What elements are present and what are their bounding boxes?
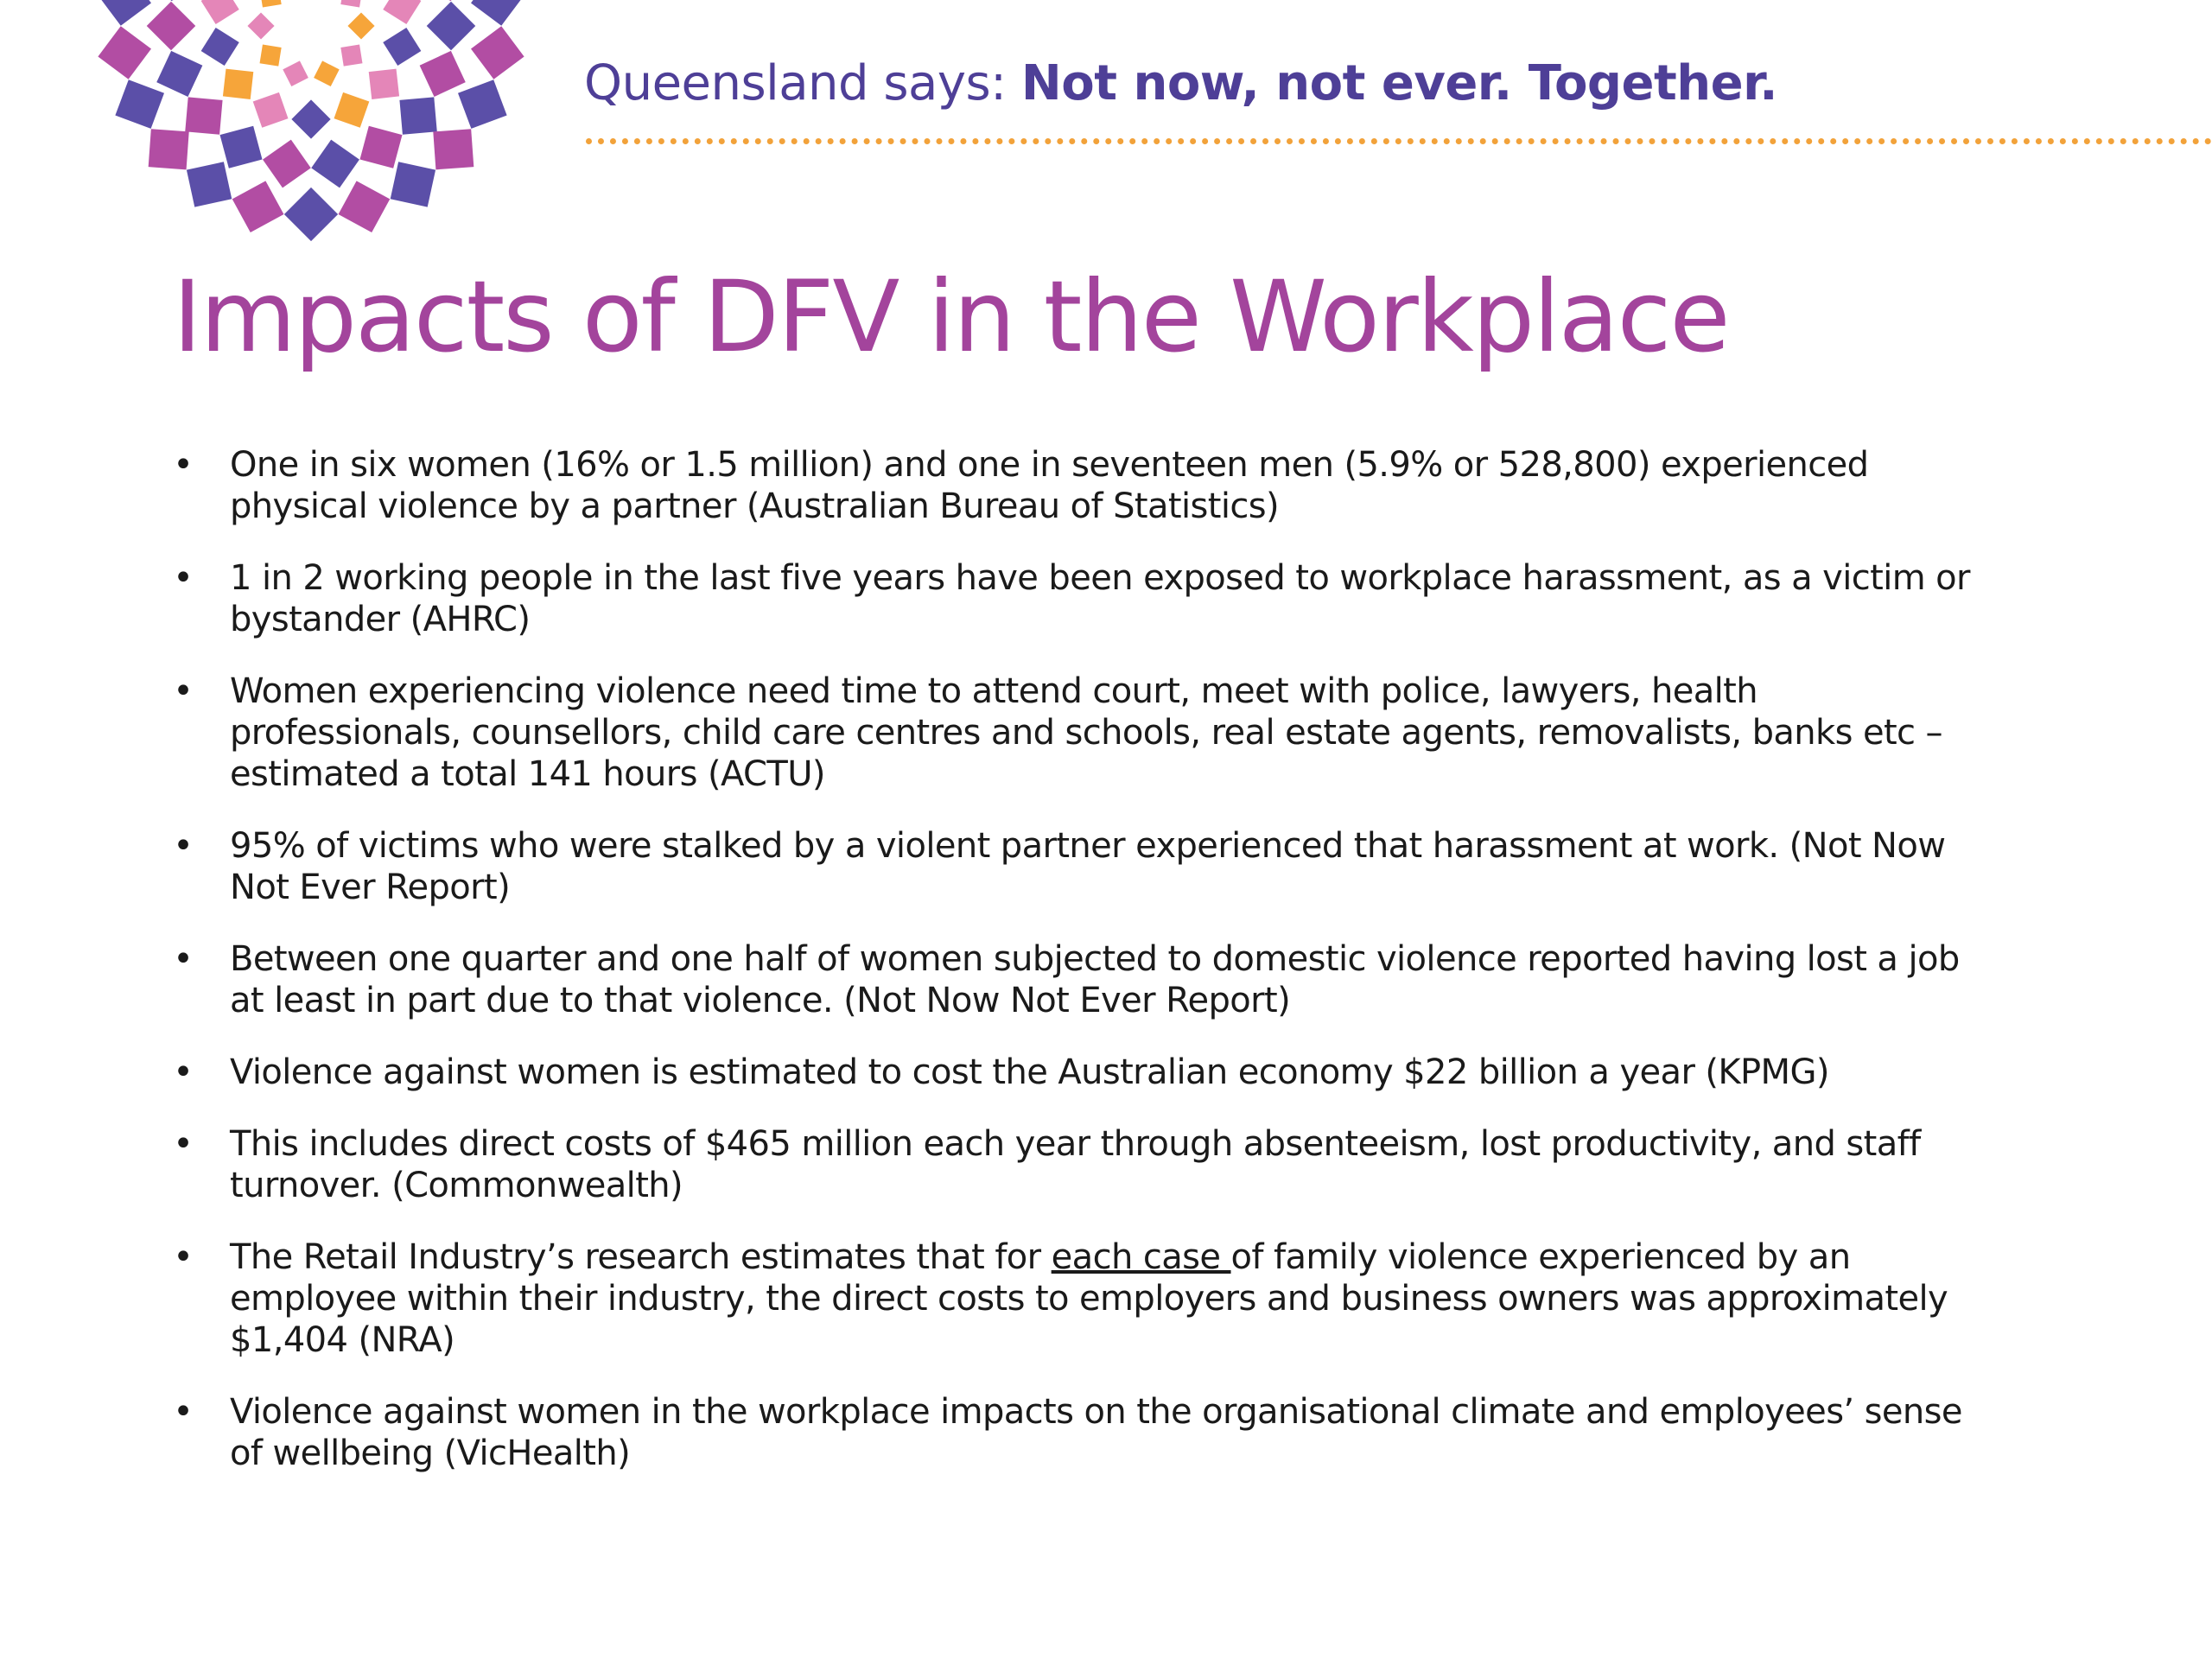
bullet-glyph: • [173,939,194,979]
bullet-line: One in six women (16% or 1.5 million) and one in seventeen men (5.9% or 528,800) experienced [230,445,1869,485]
logo-tile [391,162,435,207]
bullet-glyph: • [173,558,194,598]
bullet-line: 95% of victims who were stalked by a violent partner experienced that harassment at work. (Not Now [230,826,1946,866]
bullet-line [230,1236,2074,1278]
tagline-emphasis: Not now, not ever. Together. [1020,55,1778,111]
slide-title: Impacts of DFV in the Workplace [173,259,1729,374]
logo-tile [433,129,474,169]
bullet-item [173,938,2074,1021]
logo-tile [115,79,164,129]
impact-bullet-list [173,444,2074,1504]
logo-tile [311,140,359,188]
logo-tile [283,60,308,86]
bullet-text: of family violence experienced by an [1230,1237,1851,1277]
bullet-line: of wellbeing (VicHealth) [230,1433,631,1473]
bullet-line: Violence against women in the workplace impacts on the organisational climate and employees’ sense [230,1392,1962,1432]
logo-tile [220,126,263,168]
underlined-phrase: each case [1051,1237,1231,1277]
bullet-line: Women experiencing violence need time to attend court, meet with police, lawyers, health [230,671,1758,711]
logo-tile [427,2,476,51]
logo-tile [156,0,202,1]
logo-tile [185,97,222,134]
bullet-glyph: • [173,445,194,485]
bullet-line: at least in part due to that violence. (Not Now Not Ever Report) [230,981,1291,1020]
bullet-item [173,825,2074,908]
bullet-glyph: • [173,1392,194,1432]
logo-tiles [98,0,524,241]
campaign-tagline [584,55,1777,111]
bullet-line: Violence against women is estimated to cost the Australian economy $22 billion a year (KPMG) [230,1052,1829,1092]
logo-tile [156,51,202,97]
logo-tile [420,0,466,1]
logo-tile [98,0,151,26]
bullet-item [173,1123,2074,1206]
bullet-line: employee within their industry, the direct costs to employers and business owners was approximately [230,1279,1948,1319]
logo-tile [260,45,282,67]
logo-tile [314,60,340,86]
bullet-line: estimated a total 141 hours (ACTU) [230,754,825,794]
bullet-line: 1 in 2 working people in the last five years have been exposed to workplace harassment, as a victim or [230,558,1970,598]
tagline-prefix: Queensland says: [584,55,1007,111]
bullet-glyph: • [173,671,194,711]
logo-tile [263,140,311,188]
logo-tile [360,126,403,168]
bullet-line: This includes direct costs of $465 million each year through absenteeism, lost productivity, and staff [230,1124,1921,1164]
bullet-line: bystander (AHRC) [230,600,531,639]
bullet-item [173,1236,2074,1361]
logo-tile [291,99,330,138]
logo-tile [232,181,284,232]
logo-tile [383,28,421,66]
logo-tile [334,92,370,128]
bullet-item [173,1052,2074,1093]
bullet-glyph: • [173,826,194,866]
logo-tile [201,28,239,66]
logo-tile [98,26,151,79]
bullet-line: turnover. (Commonwealth) [230,1166,683,1205]
bullet-item [173,557,2074,640]
logo-tile [201,0,239,24]
logo-tile [253,92,289,128]
bullet-item [173,1391,2074,1474]
logo-tile [399,97,436,134]
bullet-glyph: • [173,1124,194,1164]
logo-tile [340,0,362,7]
logo-tile [458,79,507,129]
header-dotted-divider [586,138,2212,144]
logo-tile [340,45,362,67]
logo-tile [149,129,189,169]
logo-tile [284,188,338,241]
queensland-burst-logo [52,0,570,242]
logo-tile [339,181,391,232]
bullet-text: The Retail Industry’s research estimates that for [230,1237,1052,1277]
logo-tile [471,0,524,26]
bullet-line: professionals, counsellors, child care centres and schools, real estate agents, removalists, banks etc – [230,713,1942,753]
bullet-glyph: • [173,1237,194,1277]
logo-tile [369,69,399,99]
logo-tile [420,51,466,97]
logo-tile [223,69,253,99]
logo-tile [187,162,232,207]
bullet-line: Not Ever Report) [230,868,511,907]
bullet-glyph: • [173,1052,194,1092]
bullet-line: physical violence by a partner (Australian Bureau of Statistics) [230,486,1279,526]
logo-tile [260,0,282,7]
logo-tile [471,26,524,79]
bullet-line: $1,404 (NRA) [230,1320,455,1360]
logo-tile [147,2,196,51]
bullet-line: Between one quarter and one half of women subjected to domestic violence reported having lost a job [230,939,1960,979]
logo-tile [247,12,274,39]
bullet-item [173,671,2074,795]
logo-tile [383,0,421,24]
logo-tile [347,12,374,39]
bullet-item [173,444,2074,527]
